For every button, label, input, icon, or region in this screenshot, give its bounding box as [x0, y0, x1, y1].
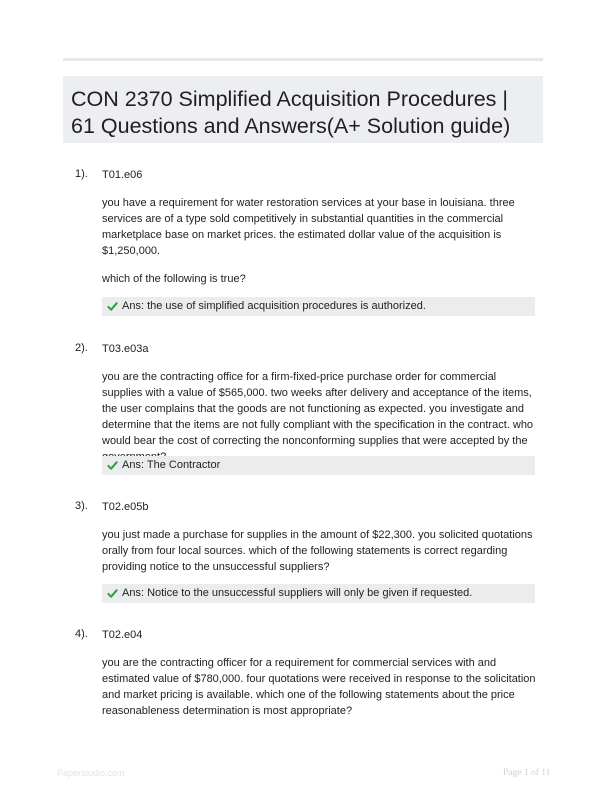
- question-prompt: which of the following is true?: [102, 273, 246, 285]
- title-box: [63, 76, 543, 143]
- answer-text: Ans: The Contractor: [122, 459, 221, 471]
- question-text: you just made a purchase for supplies in the amount of $22,300. you solicited quotations orally from four local sources. which of the following statements is correct regarding providing notice to the unsuccessful suppliers?: [102, 529, 533, 573]
- document-title: CON 2370 Simplified Acquisition Procedures | 61 Questions and Answers(A+ Solution guide): [71, 87, 511, 138]
- question-id: T02.e04: [102, 629, 143, 641]
- question-text: you have a requirement for water restoration services at your base in louisiana. three services are of a type sold competitively in substantial quantities in the commercial marketplace base on market prices. the estimated dollar value of the acquisition is $1,250,000.: [102, 197, 515, 257]
- check-icon: [107, 460, 118, 471]
- answer-text: Ans: Notice to the unsuccessful suppliers will only be given if requested.: [122, 587, 473, 599]
- check-icon: [107, 301, 118, 312]
- question-id: T03.e03a: [102, 343, 149, 355]
- question-number: 3).: [75, 500, 88, 512]
- question-id: T01.e06: [102, 169, 143, 181]
- question-id: T02.e05b: [102, 501, 149, 513]
- answer-box: [102, 584, 535, 603]
- page-number: Page 1 of 11: [503, 768, 551, 778]
- answer-box: [102, 297, 535, 316]
- footer-source: Paperstudio.com: [57, 768, 125, 778]
- top-rule: [63, 58, 543, 61]
- question-text: you are the contracting office for a firm-fixed-price purchase order for commercial supplies with a value of $565,000. two weeks after delivery and acceptance of the items, the user complains that the goods are not functioning as expected. you investigate and determine that the items are not fully compliant with the specification in the contract. who would bear the cost of correcting the nonconforming supplies that were accepted by the: [102, 371, 534, 447]
- question-text: you are the contracting officer for a requirement for commercial services with and estimated value of $780,000. four quotations were received in response to the solicitation and market pricing is available. which one of the following statements about the price reasonableness determination is most appropriate?: [102, 657, 536, 717]
- check-icon: [107, 588, 118, 599]
- answer-box: [102, 456, 535, 475]
- answer-text: Ans: the use of simplified acquisition procedures is authorized.: [122, 300, 426, 312]
- question-number: 4).: [75, 628, 88, 640]
- question-number: 1).: [75, 168, 88, 180]
- question-number: 2).: [75, 342, 88, 354]
